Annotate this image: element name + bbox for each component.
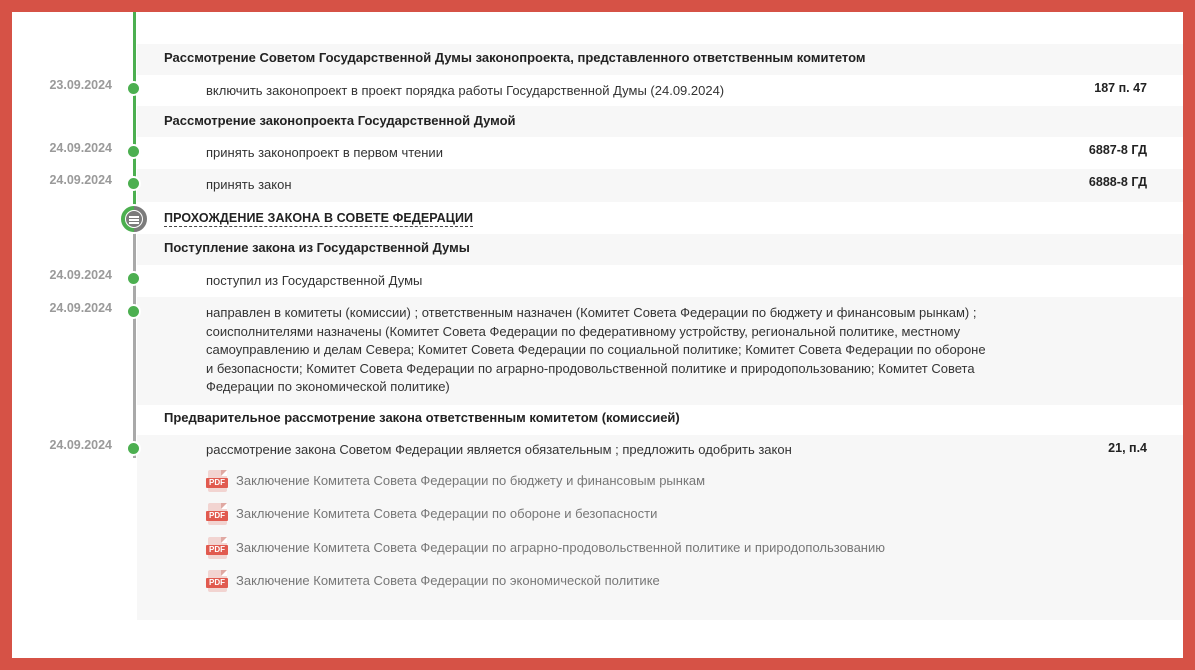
timeline-dot (126, 271, 141, 286)
event-row (137, 169, 1183, 202)
pdf-document-link[interactable]: Заключение Комитета Совета Федерации по экономической политике (236, 573, 660, 588)
document-icon (119, 204, 149, 234)
document-number[interactable]: 6888-8 ГД (1088, 175, 1147, 189)
pdf-icon: PDF (206, 470, 230, 492)
document-number[interactable]: 6887-8 ГД (1088, 143, 1147, 157)
page-frame (12, 12, 1183, 658)
stage-title: Предварительное рассмотрение закона ответственным комитетом (комиссией) (164, 410, 680, 425)
event-text: включить законопроект в проект порядка работы Государственной Думы (24.09.2024) (206, 83, 725, 98)
event-date: 24.09.2024 (49, 268, 112, 282)
event-row (137, 75, 1183, 106)
pdf-icon: PDF (206, 570, 230, 592)
timeline-line-inactive (133, 218, 136, 458)
event-date: 24.09.2024 (49, 173, 112, 187)
event-row (137, 435, 1183, 620)
event-text-line: Федерации по экономической политике) (206, 379, 450, 394)
phase-title-link[interactable]: ПРОХОЖДЕНИЕ ЗАКОНА В СОВЕТЕ ФЕДЕРАЦИИ (164, 211, 474, 225)
pdf-document-link[interactable]: Заключение Комитета Совета Федерации по аграрно-продовольственной политике и природопользованию (236, 540, 885, 555)
event-row (137, 297, 1183, 405)
timeline-dot (126, 176, 141, 191)
stage-title: Рассмотрение Советом Государственной Думы законопроекта, представленного ответственным комитетом (164, 50, 866, 65)
event-date: 24.09.2024 (49, 301, 112, 315)
event-row (137, 265, 1183, 297)
timeline-dot (126, 304, 141, 319)
stage-title: Рассмотрение законопроекта Государственной Думой (164, 113, 516, 128)
event-text: принять закон (206, 177, 292, 192)
event-text-line: и безопасности; Комитет Совета Федерации по аграрно-продовольственной политике и природопользованию; Комитет Совета (206, 360, 975, 376)
pdf-icon: PDF (206, 503, 230, 525)
event-text: принять законопроект в первом чтении (206, 145, 443, 160)
stage-header (137, 234, 1183, 265)
event-row (137, 137, 1183, 169)
event-text-line: направлен в комитеты (комиссии) ; ответственным назначен (Комитет Совета Федерации по бюджету и финансовым рынкам) ; (206, 305, 977, 320)
timeline-dot (126, 81, 141, 96)
event-text: поступил из Государственной Думы (206, 273, 423, 288)
stage-title: Поступление закона из Государственной Думы (164, 240, 470, 255)
pdf-document-link[interactable]: Заключение Комитета Совета Федерации по обороне и безопасности (236, 506, 658, 521)
timeline-dot (126, 144, 141, 159)
event-date: 24.09.2024 (49, 141, 112, 155)
stage-header (137, 106, 1183, 137)
event-text: рассмотрение закона Советом Федерации является обязательным ; предложить одобрить закон (206, 442, 792, 457)
pdf-icon: PDF (206, 537, 230, 559)
pdf-document-link[interactable]: Заключение Комитета Совета Федерации по бюджету и финансовым рынкам (236, 473, 706, 488)
stage-header (137, 405, 1183, 435)
document-number[interactable]: 187 п. 47 (1094, 81, 1147, 95)
event-text (206, 304, 1026, 397)
event-date: 24.09.2024 (49, 438, 112, 452)
stage-header (137, 44, 1183, 75)
document-number[interactable]: 21, п.4 (1108, 441, 1147, 455)
event-text-line: соисполнителями назначены (Комитет Совета Федерации по федеративному устройству, региональной политике, местному (206, 323, 961, 339)
event-date: 23.09.2024 (49, 78, 112, 92)
event-text-line: самоуправлению и делам Севера; Комитет Совета Федерации по социальной политике; Комитет Совета Федерации по обороне (206, 342, 986, 357)
timeline-dot (126, 441, 141, 456)
